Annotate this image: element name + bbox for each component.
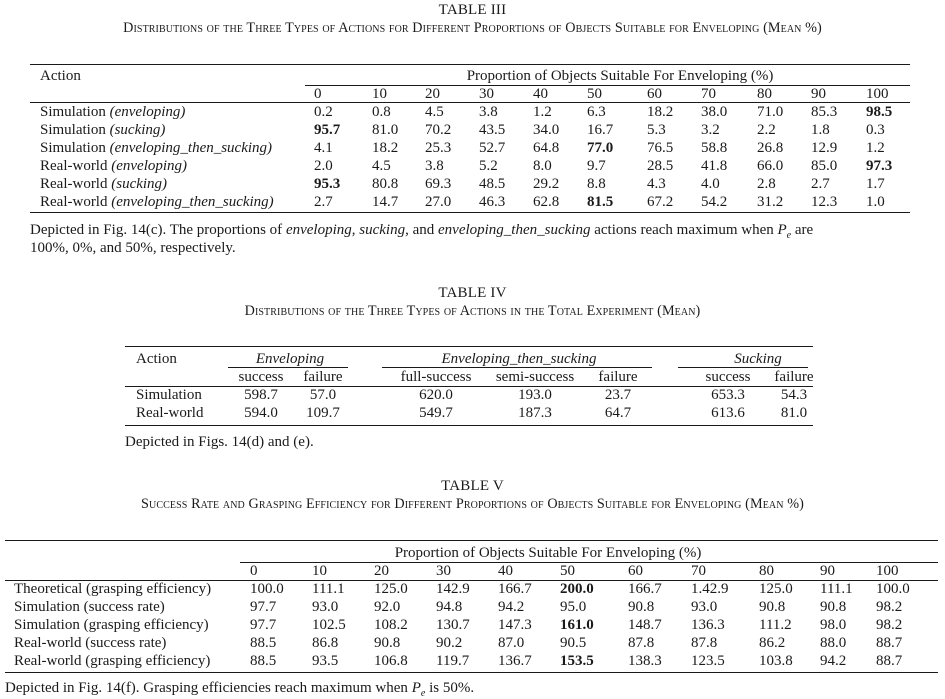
table3-group-header: Proportion of Objects Suitable For Enveloping (%) <box>466 68 774 84</box>
table5-row-label: Simulation (success rate) <box>14 599 165 615</box>
table4-note: Depicted in Figs. 14(d) and (e). <box>125 434 314 450</box>
table3-cell: 76.5 <box>647 140 674 156</box>
table5-cell: 94.8 <box>436 599 463 615</box>
table3-row-label: Simulation (sucking) <box>40 122 166 138</box>
table5-column-header: 70 <box>691 563 706 579</box>
table3-cell: 97.3 <box>866 158 893 174</box>
table5-cell: 94.2 <box>498 599 525 615</box>
table3 <box>40 67 916 211</box>
table5-cell: 200.0 <box>560 581 594 597</box>
table3-bottom-rule <box>30 212 910 213</box>
table5-cell: 111.1 <box>312 581 345 597</box>
table5-row-label: Theoretical (grasping efficiency) <box>14 581 212 597</box>
table5-top-rule <box>5 540 938 541</box>
table5-column-header: 30 <box>436 563 451 579</box>
table5-cell: 161.0 <box>560 617 594 633</box>
table3-column-header: 90 <box>811 86 826 102</box>
table3-top-rule <box>30 64 910 65</box>
table3-cell: 1.8 <box>811 122 830 138</box>
table5-column-header: 10 <box>312 563 327 579</box>
table5-cell: 136.3 <box>691 617 725 633</box>
table-row <box>40 175 916 193</box>
table5-cell: 97.7 <box>250 599 277 615</box>
table5-row-label: Simulation (grasping efficiency) <box>14 617 209 633</box>
table5-cell: 166.7 <box>628 581 662 597</box>
table5-note: Depicted in Fig. 14(f). Grasping efficiencies reach maximum when $P_e$ is 50%. <box>5 680 475 699</box>
table4-subheader-row <box>136 368 824 386</box>
table4-cell: 620.0 <box>419 387 453 403</box>
table5-cell: 111.2 <box>759 617 792 633</box>
table5-cell: 111.1 <box>820 581 853 597</box>
table3-cell: 62.8 <box>533 194 560 210</box>
table5-column-header: 50 <box>560 563 575 579</box>
table4-subheader: failure <box>598 369 638 385</box>
table4-subheader: full-success <box>400 369 472 385</box>
table3-column-header: 0 <box>314 86 322 102</box>
table4-cell: 64.7 <box>604 405 632 421</box>
table5-column-header: 60 <box>628 563 643 579</box>
table3-cell: 1.7 <box>866 176 885 192</box>
table5-cell: 88.7 <box>876 635 903 651</box>
table3-cell: 81.0 <box>372 122 399 138</box>
table3-cell: 18.2 <box>647 104 674 120</box>
table5-cell: 166.7 <box>498 581 532 597</box>
table5-cell: 92.0 <box>374 599 401 615</box>
table3-row-label: Simulation (enveloping_then_sucking) <box>40 140 273 156</box>
table3-column-header: 30 <box>479 86 494 102</box>
table3-cell: 3.8 <box>479 104 498 120</box>
table5-column-header: 40 <box>498 563 513 579</box>
table3-row-label: Simulation (enveloping) <box>40 104 186 120</box>
table5-cell: 100.0 <box>876 581 910 597</box>
table5-cell: 93.0 <box>312 599 339 615</box>
table3-cell: 5.3 <box>647 122 666 138</box>
table3-cell: 41.8 <box>701 158 728 174</box>
table3-cell: 6.3 <box>587 104 606 120</box>
table3-cell: 14.7 <box>372 194 399 210</box>
table3-cell: 16.7 <box>587 122 614 138</box>
table4-cell: 549.7 <box>419 405 453 421</box>
table3-cell: 64.8 <box>533 140 560 156</box>
table5-column-header: 90 <box>820 563 835 579</box>
table3-cell: 27.0 <box>425 194 452 210</box>
table5-cell: 98.2 <box>876 599 903 615</box>
table-row <box>136 404 824 422</box>
table3-cell: 4.3 <box>647 176 666 192</box>
table4-cell: 598.7 <box>244 387 278 403</box>
table5-cell: 90.8 <box>820 599 847 615</box>
table3-column-header: 80 <box>757 86 772 102</box>
table4-subheader: failure <box>774 369 814 385</box>
table3-cell: 85.3 <box>811 104 838 120</box>
table5-cell: 100.0 <box>250 581 284 597</box>
table5-cell: 88.5 <box>250 653 277 669</box>
table4-bottom-rule <box>125 425 813 426</box>
table3-cell: 26.8 <box>757 140 784 156</box>
table4-cell: 54.3 <box>780 387 808 403</box>
table5-cell: 93.5 <box>312 653 339 669</box>
table3-cell: 81.5 <box>587 194 614 210</box>
table5-cell: 103.8 <box>759 653 793 669</box>
table3-cell: 29.2 <box>533 176 560 192</box>
table3-row-label: Real-world (sucking) <box>40 176 168 192</box>
table3-cell: 12.3 <box>811 194 838 210</box>
table4-subheader: semi-success <box>495 369 575 385</box>
table5-cell: 142.9 <box>436 581 470 597</box>
table3-note-line2: 100%, 0%, and 50%, respectively. <box>30 240 236 256</box>
table4-cell: 81.0 <box>780 405 808 421</box>
table3-cell: 0.8 <box>372 104 391 120</box>
table5-cell: 88.5 <box>250 635 277 651</box>
table3-cell: 0.3 <box>866 122 885 138</box>
table3-cell: 12.9 <box>811 140 838 156</box>
table3-column-header: 50 <box>587 86 602 102</box>
table4-cell: 187.3 <box>518 405 552 421</box>
table4-group-header-row <box>136 350 824 368</box>
table5-cell: 87.8 <box>628 635 655 651</box>
table-row <box>40 193 916 211</box>
table3-column-header: 60 <box>647 86 662 102</box>
table3-label: TABLE III <box>438 2 507 18</box>
table3-cell: 58.8 <box>701 140 728 156</box>
table4-subheader: success <box>705 369 751 385</box>
table4-row-label: Real-world <box>136 405 204 421</box>
table3-cell: 38.0 <box>701 104 728 120</box>
table5-column-header-row <box>14 562 926 580</box>
table4-cell: 193.0 <box>518 387 552 403</box>
table5-cell: 90.8 <box>374 635 401 651</box>
table3-cell: 2.2 <box>757 122 776 138</box>
table3-group-header-row <box>40 67 916 85</box>
table-row <box>40 121 916 139</box>
table3-cell: 48.5 <box>479 176 506 192</box>
table5-row-label: Real-world (grasping efficiency) <box>14 653 211 669</box>
table-row <box>136 386 824 404</box>
table3-column-header-row <box>40 85 916 103</box>
table5-label: TABLE V <box>441 478 504 494</box>
table-row <box>14 598 926 616</box>
table3-cell: 3.8 <box>425 158 444 174</box>
table5-cell: 94.2 <box>820 653 847 669</box>
table5-cell: 87.0 <box>498 635 525 651</box>
table3-cell: 52.7 <box>479 140 506 156</box>
table5-cell: 102.5 <box>312 617 346 633</box>
table5-cell: 98.2 <box>876 617 903 633</box>
table4-cell: 57.0 <box>309 387 337 403</box>
table3-column-header: 40 <box>533 86 548 102</box>
table5-cell: 93.0 <box>691 599 718 615</box>
table5-cell: 153.5 <box>560 653 594 669</box>
table4-label: TABLE IV <box>438 285 507 301</box>
table3-note-line1: Depicted in Fig. 14(c). The proportions of enveloping, sucking, and enveloping_then_sucking actions reach maximum when $P_e$ are <box>30 222 814 241</box>
table4-cell: 594.0 <box>244 405 278 421</box>
table3-column-header: 100 <box>866 86 889 102</box>
table3-cell: 43.5 <box>479 122 506 138</box>
table5-column-header: 0 <box>250 563 258 579</box>
table-row <box>14 616 926 634</box>
table5-cell: 88.0 <box>820 635 847 651</box>
table3-cell: 4.0 <box>701 176 720 192</box>
table4-cell: 23.7 <box>604 387 632 403</box>
table3-cell: 95.3 <box>314 176 341 192</box>
table3-cell: 67.2 <box>647 194 674 210</box>
table4-cell: 613.6 <box>711 405 745 421</box>
table3-cell: 2.8 <box>757 176 776 192</box>
table4-top-rule <box>125 346 813 347</box>
table5-cell: 98.0 <box>820 617 847 633</box>
table3-cell: 85.0 <box>811 158 838 174</box>
table5-group-header-row <box>14 544 926 562</box>
table3-cell: 95.7 <box>314 122 341 138</box>
table5-cell: 97.7 <box>250 617 277 633</box>
table4-action-header: Action <box>136 351 177 367</box>
table5-cell: 87.8 <box>691 635 718 651</box>
table3-cell: 1.2 <box>533 104 552 120</box>
table3-cell: 1.0 <box>866 194 885 210</box>
table5-cell: 88.7 <box>876 653 903 669</box>
table4-cell: 109.7 <box>306 405 340 421</box>
table5-cell: 90.5 <box>560 635 587 651</box>
table4-title: Distributions of the Three Types of Actions in the Total Experiment (Mean) <box>244 303 701 319</box>
table3-cell: 70.2 <box>425 122 452 138</box>
table3-column-header: 20 <box>425 86 440 102</box>
table3-action-header: Action <box>40 68 81 84</box>
table5-cell: 108.2 <box>374 617 408 633</box>
table3-cell: 80.8 <box>372 176 399 192</box>
table3-row-label: Real-world (enveloping) <box>40 158 188 174</box>
table3-cell: 2.7 <box>314 194 333 210</box>
table5-cell: 147.3 <box>498 617 532 633</box>
table-row <box>14 634 926 652</box>
table4-group-enveloping: Enveloping <box>255 351 325 367</box>
table4 <box>136 350 824 422</box>
table5-bottom-rule <box>5 672 938 673</box>
table5-cell: 119.7 <box>436 653 470 669</box>
table3-cell: 1.2 <box>866 140 885 156</box>
table4-subheader: success <box>238 369 284 385</box>
table4-group-enveloping-then-sucking: Enveloping_then_sucking <box>441 351 597 367</box>
table4-row-label: Simulation <box>136 387 202 403</box>
table-row <box>40 139 916 157</box>
table5-column-header: 100 <box>876 563 899 579</box>
table-row <box>14 652 926 670</box>
table5-cell: 90.8 <box>759 599 786 615</box>
table3-title: Distributions of the Three Types of Actions for Different Proportions of Objects Suitable for Enveloping (Mean %) <box>123 20 822 36</box>
table4-cell: 653.3 <box>711 387 745 403</box>
table4-group-sucking: Sucking <box>734 351 782 367</box>
table5-column-header: 80 <box>759 563 774 579</box>
table-row <box>40 103 916 121</box>
table-row <box>40 157 916 175</box>
table-row <box>14 580 926 598</box>
table5-row-label: Real-world (success rate) <box>14 635 167 651</box>
table3-cell: 18.2 <box>372 140 399 156</box>
table5-cell: 148.7 <box>628 617 662 633</box>
table3-cell: 77.0 <box>587 140 614 156</box>
table5-cell: 90.8 <box>628 599 655 615</box>
table3-cell: 25.3 <box>425 140 452 156</box>
table3-cell: 98.5 <box>866 104 893 120</box>
table5-cell: 1.42.9 <box>691 581 729 597</box>
table5-cell: 106.8 <box>374 653 408 669</box>
table3-cell: 4.5 <box>425 104 444 120</box>
table3-cell: 0.2 <box>314 104 333 120</box>
table5-cell: 86.8 <box>312 635 339 651</box>
table5-cell: 138.3 <box>628 653 662 669</box>
table3-cell: 54.2 <box>701 194 728 210</box>
table5-group-header: Proportion of Objects Suitable For Enveloping (%) <box>394 545 702 561</box>
table3-cell: 69.3 <box>425 176 452 192</box>
table5-title: Success Rate and Grasping Efficiency for Different Proportions of Objects Suitable for Enveloping (Mean %) <box>141 496 804 512</box>
table3-column-header: 10 <box>372 86 387 102</box>
table5-cell: 95.0 <box>560 599 587 615</box>
table5-cell: 130.7 <box>436 617 470 633</box>
table3-cell: 5.2 <box>479 158 498 174</box>
table5 <box>14 544 926 670</box>
table3-cell: 31.2 <box>757 194 784 210</box>
table3-cell: 2.7 <box>811 176 830 192</box>
table3-column-header: 70 <box>701 86 716 102</box>
table5-cell: 125.0 <box>374 581 408 597</box>
table5-cell: 136.7 <box>498 653 532 669</box>
table3-cell: 34.0 <box>533 122 560 138</box>
table3-cell: 4.1 <box>314 140 333 156</box>
table3-cell: 46.3 <box>479 194 506 210</box>
table3-cell: 2.0 <box>314 158 333 174</box>
table3-cell: 8.8 <box>587 176 606 192</box>
table5-cell: 125.0 <box>759 581 793 597</box>
table3-cell: 66.0 <box>757 158 784 174</box>
table3-cell: 28.5 <box>647 158 674 174</box>
table3-cell: 71.0 <box>757 104 784 120</box>
table3-cell: 8.0 <box>533 158 552 174</box>
table5-column-header: 20 <box>374 563 389 579</box>
table3-cell: 9.7 <box>587 158 606 174</box>
table4-subheader: failure <box>303 369 343 385</box>
table3-row-label: Real-world (enveloping_then_sucking) <box>40 194 274 210</box>
table5-cell: 123.5 <box>691 653 725 669</box>
table5-cell: 86.2 <box>759 635 786 651</box>
table3-cell: 4.5 <box>372 158 391 174</box>
table3-cell: 3.2 <box>701 122 720 138</box>
table5-cell: 90.2 <box>436 635 463 651</box>
